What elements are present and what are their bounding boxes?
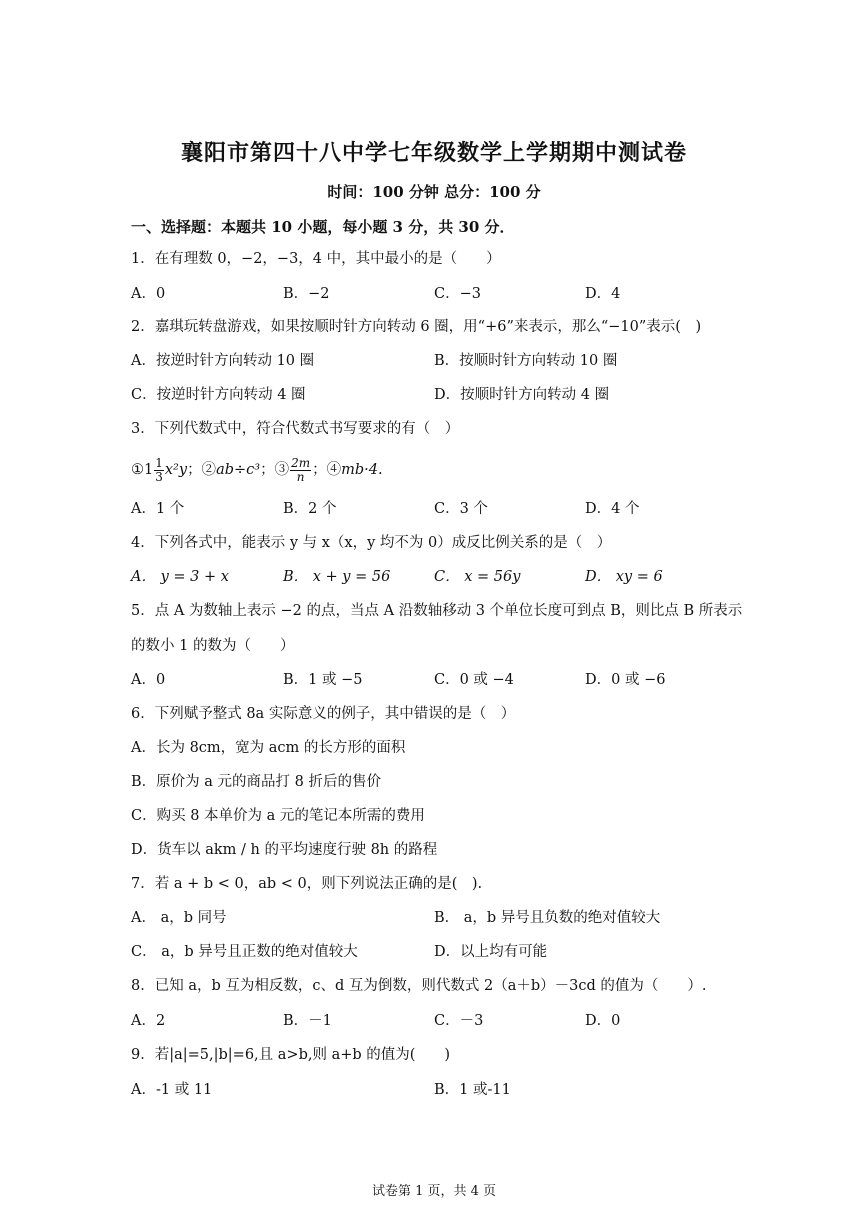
expression-1-term: x²y xyxy=(164,462,188,478)
section-heading: 一、选择题：本题共 10 小题，每小题 3 分，共 30 分． xyxy=(131,218,515,236)
question-4-stem: 4．下列各式中，能表示 y 与 x（x，y 均不为 0）成反比例关系的是（ ） xyxy=(131,535,612,551)
question-2-stem: 2．嘉琪玩转盘游戏，如果按顺时针方向转动 6 圈，用“+6”来表示，那么“−10”表示( ) xyxy=(131,319,702,335)
expression-4: mb·4 xyxy=(341,462,378,478)
question-4-option-c: C． x = 56y xyxy=(434,569,521,585)
mixed-number-whole: 1 xyxy=(144,462,154,478)
question-5-option-b: B．1 或 −5 xyxy=(283,672,363,688)
question-1-option-b: B．−2 xyxy=(283,286,330,302)
fraction-one-third xyxy=(154,457,164,484)
fraction-denominator: 3 xyxy=(155,469,163,484)
item-separator-3: ；③ xyxy=(260,462,290,478)
question-7-option-b: B． a，b 异号且负数的绝对值较大 xyxy=(434,910,661,926)
question-3-option-a: A．1 个 xyxy=(131,501,185,517)
question-2-option-c: C．按逆时针方向转动 4 圈 xyxy=(131,387,306,403)
page-footer: 试卷第 1 页，共 4 页 xyxy=(371,1184,497,1199)
question-9-stem: 9．若|a|=5,|b|=6,且 a>b,则 a+b 的值为( ) xyxy=(131,1047,451,1063)
question-6-stem: 6．下列赋予整式 8a 实际意义的例子，其中错误的是（ ） xyxy=(131,706,516,722)
question-5-stem-continued: 的数小 1 的数为（ ） xyxy=(131,638,295,654)
question-8-stem: 8．已知 a，b 互为相反数，c、d 互为倒数，则代数式 2（a＋b）－3cd 的值为（ ）. xyxy=(131,978,707,994)
question-6-option-a: A．长为 8cm，宽为 acm 的长方形的面积 xyxy=(131,740,406,756)
question-4-option-d: D． xy = 6 xyxy=(585,569,663,585)
item-marker-1: ① xyxy=(131,462,144,478)
question-9-option-b: B．1 或-11 xyxy=(434,1082,511,1098)
page-title: 襄阳市第四十八中学七年级数学上学期期中测试卷 xyxy=(180,140,687,166)
fraction-numerator: 1 xyxy=(155,455,163,470)
question-9-option-a: A．-1 或 11 xyxy=(131,1082,213,1098)
question-2-option-d: D．按顺时针方向转动 4 圈 xyxy=(434,387,610,403)
question-5-option-a: A．0 xyxy=(131,672,166,688)
item-separator-2: ；② xyxy=(187,462,217,478)
question-8-option-b: B．－1 xyxy=(283,1013,332,1029)
question-1-option-c: C．−3 xyxy=(434,286,481,302)
question-1-option-a: A．0 xyxy=(131,286,166,302)
question-8-option-c: C．－3 xyxy=(434,1013,484,1029)
expression-2: ab÷c³ xyxy=(216,462,261,478)
question-3-option-b: B．2 个 xyxy=(283,501,337,517)
question-6-option-b: B．原价为 a 元的商品打 8 折后的售价 xyxy=(131,774,381,790)
question-6-option-d: D．货车以 akm / h 的平均速度行驶 8h 的路程 xyxy=(131,842,438,858)
expression-end: . xyxy=(377,462,383,478)
fraction-numerator: 2m xyxy=(291,455,311,470)
question-3-option-d: D．4 个 xyxy=(585,501,640,517)
question-3-stem: 3．下列代数式中，符合代数式书写要求的有（ ） xyxy=(131,421,460,437)
item-separator-4: ；④ xyxy=(312,462,342,478)
question-8-option-d: D．0 xyxy=(585,1013,621,1029)
question-8-option-a: A．2 xyxy=(131,1013,166,1029)
question-7-stem: 7．若 a + b < 0，ab < 0，则下列说法正确的是( ). xyxy=(131,876,483,892)
question-3-expressions xyxy=(131,455,383,485)
exam-meta: 时间：100 分钟 总分：100 分 xyxy=(327,183,541,201)
question-2-option-a: A．按逆时针方向转动 10 圈 xyxy=(131,353,315,369)
question-5-option-c: C．0 或 −4 xyxy=(434,672,514,688)
question-1-option-d: D．4 xyxy=(585,286,621,302)
question-4-option-b: B． x + y = 56 xyxy=(283,569,391,585)
question-3-option-c: C．3 个 xyxy=(434,501,488,517)
fraction-2m-over-n xyxy=(290,457,311,484)
question-6-option-c: C．购买 8 本单价为 a 元的笔记本所需的费用 xyxy=(131,808,425,824)
question-7-option-d: D．以上均有可能 xyxy=(434,944,548,960)
question-1-stem: 1．在有理数 0，−2，−3，4 中，其中最小的是（ ） xyxy=(131,251,501,267)
question-2-option-b: B．按顺时针方向转动 10 圈 xyxy=(434,353,618,369)
fraction-denominator: n xyxy=(296,469,305,484)
question-7-option-a: A． a，b 同号 xyxy=(131,910,227,926)
question-5-stem: 5．点 A 为数轴上表示 −2 的点，当点 A 沿数轴移动 3 个单位长度可到点 B，则比点 B 所表示 xyxy=(131,603,743,619)
question-5-option-d: D．0 或 −6 xyxy=(585,672,666,688)
question-4-option-a: A． y = 3 + x xyxy=(131,569,229,585)
question-7-option-c: C． a，b 异号且正数的绝对值较大 xyxy=(131,944,358,960)
